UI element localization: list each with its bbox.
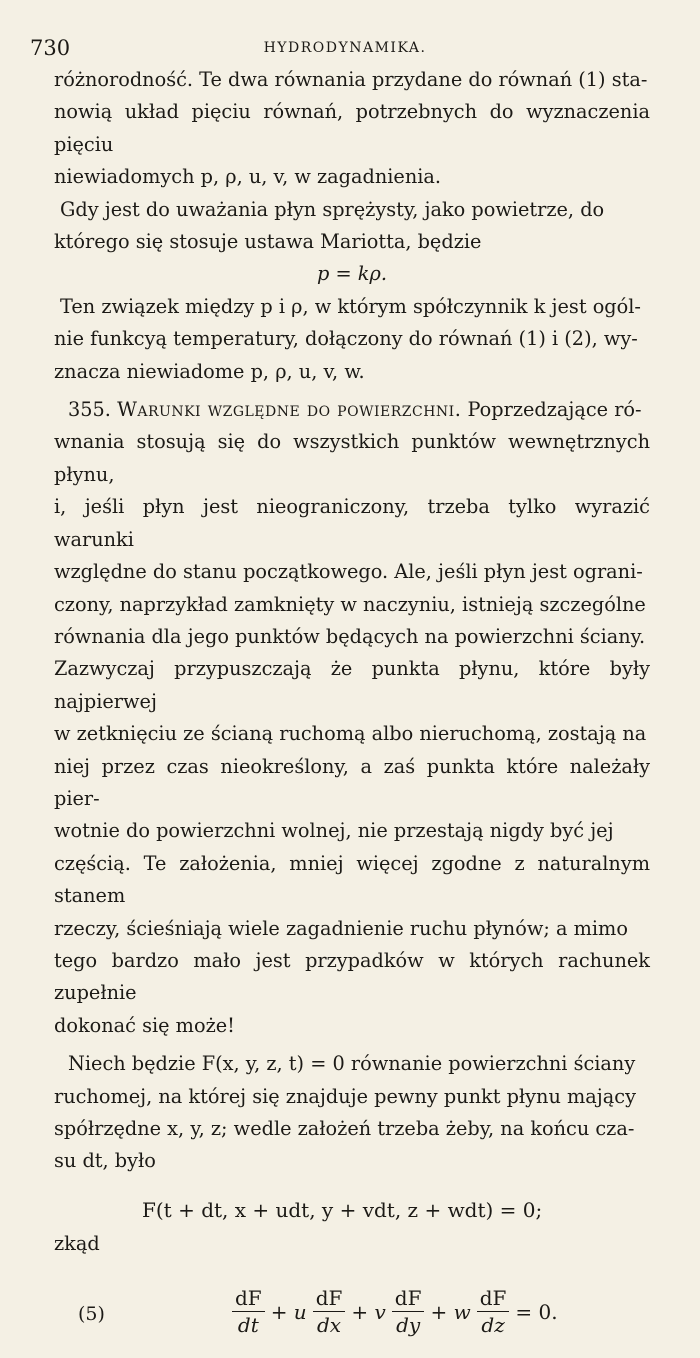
equals-zero: = 0. bbox=[515, 1299, 558, 1324]
operator: + u bbox=[270, 1299, 307, 1324]
equation-5 bbox=[54, 1278, 650, 1348]
text-line: równania dla jego punktów będących na powierzchni ściany. bbox=[54, 624, 646, 648]
equation-p-krho: p = kρ. bbox=[317, 262, 387, 286]
text-line: i, jeśli płyn jest nieograniczony, trzeba tylko wyrazić warunki bbox=[54, 495, 650, 551]
equation-number: (5) bbox=[78, 1302, 105, 1325]
fraction-dF-dy: $\frac{dF}{dy}$ bbox=[392, 1285, 425, 1338]
page-header bbox=[30, 36, 660, 60]
text-line: wnania stosują się do wszystkich punktów wewnętrznych płynu, bbox=[54, 430, 650, 486]
page-body bbox=[54, 64, 650, 1358]
text-line: rzeczy, ścieśniają wiele zagadnienie ruchu płynów; a mimo bbox=[54, 916, 628, 940]
section-heading-line bbox=[54, 394, 650, 426]
text-line: wotnie do powierzchni wolnej, nie przestają nigdy być jej bbox=[54, 819, 614, 843]
text-line: ruchomej, na której się znajduje pewny punkt płynu mający bbox=[54, 1084, 636, 1108]
text-line: Gdy jest do uważania płyn sprężysty, jako powietrze, do bbox=[60, 197, 605, 221]
section-number: 355. bbox=[68, 398, 111, 422]
text-line: częścią. Te założenia, mniej więcej zgodne z naturalnym stanem bbox=[54, 851, 650, 908]
page-number: 730 bbox=[30, 36, 71, 60]
text-line: Poprzedzające ró- bbox=[467, 398, 642, 422]
fraction-dF-dz: $\frac{dF}{dz}$ bbox=[477, 1285, 510, 1338]
equation-5-body bbox=[230, 1278, 562, 1346]
text-line: którego się stosuje ustawa Mariotta, będzie bbox=[54, 230, 482, 254]
text-line: Ten związek między p i ρ, w którym spółczynnik k jest ogól- bbox=[60, 294, 641, 318]
text-line: niewiadomych p, ρ, u, v, w zagadnienia. bbox=[54, 165, 442, 189]
text-line: różnorodność. Te dwa równania przydane do równań (1) sta- bbox=[54, 68, 648, 91]
text-line: su dt, było bbox=[54, 1149, 156, 1173]
text-line: spółrzędne x, y, z; wedle założeń trzeba żeby, na końcu cza- bbox=[54, 1117, 635, 1140]
text-line: Niech będzie F(x, y, z, t) = 0 równanie powierzchni ściany bbox=[68, 1052, 636, 1076]
text-line: nie funkcyą temperatury, dołączony do równań (1) i (2), wy- bbox=[54, 327, 638, 351]
operator: + w bbox=[430, 1299, 471, 1324]
text-line: w zetknięciu ze ścianą ruchomą albo nieruchomą, zostają na bbox=[54, 722, 647, 746]
text-line: dokonać się może! bbox=[54, 1013, 235, 1037]
equation-block bbox=[54, 1178, 650, 1358]
text-line: niej przez czas nieokreślony, a zaś punkta które należały pier- bbox=[54, 754, 650, 810]
text-line: tego bardzo mało jest przypadków w których rachunek zupełnie bbox=[54, 948, 650, 1005]
running-head: HYDRODYNAMIKA. bbox=[263, 40, 427, 56]
text-line: względne do stanu początkowego. Ale, jeśli płyn jest ograni- bbox=[54, 560, 643, 584]
fraction-dF-dt: $\frac{dF}{dt}$ bbox=[232, 1285, 265, 1338]
text-line: nowią układ pięciu równań, potrzebnych do wyznaczenia pięciu bbox=[54, 100, 650, 156]
fraction-dF-dx: $\frac{dF}{dx}$ bbox=[313, 1285, 346, 1338]
equation-surface-moved: F(t + dt, x + udt, y + vdt, z + wdt) = 0; bbox=[142, 1197, 543, 1222]
text-line: znacza niewiadome p, ρ, u, v, w. bbox=[54, 359, 365, 383]
text-line: czony, naprzykład zamknięty w naczyniu, istnieją szczególne bbox=[54, 592, 646, 616]
section-title: Warunki względne do powierzchni. bbox=[117, 398, 462, 422]
text-line: Zazwyczaj przypuszczają że punkta płynu, które były najpierwej bbox=[54, 657, 650, 713]
word-zkad: zkąd bbox=[54, 1231, 100, 1255]
operator: + v bbox=[351, 1299, 386, 1324]
